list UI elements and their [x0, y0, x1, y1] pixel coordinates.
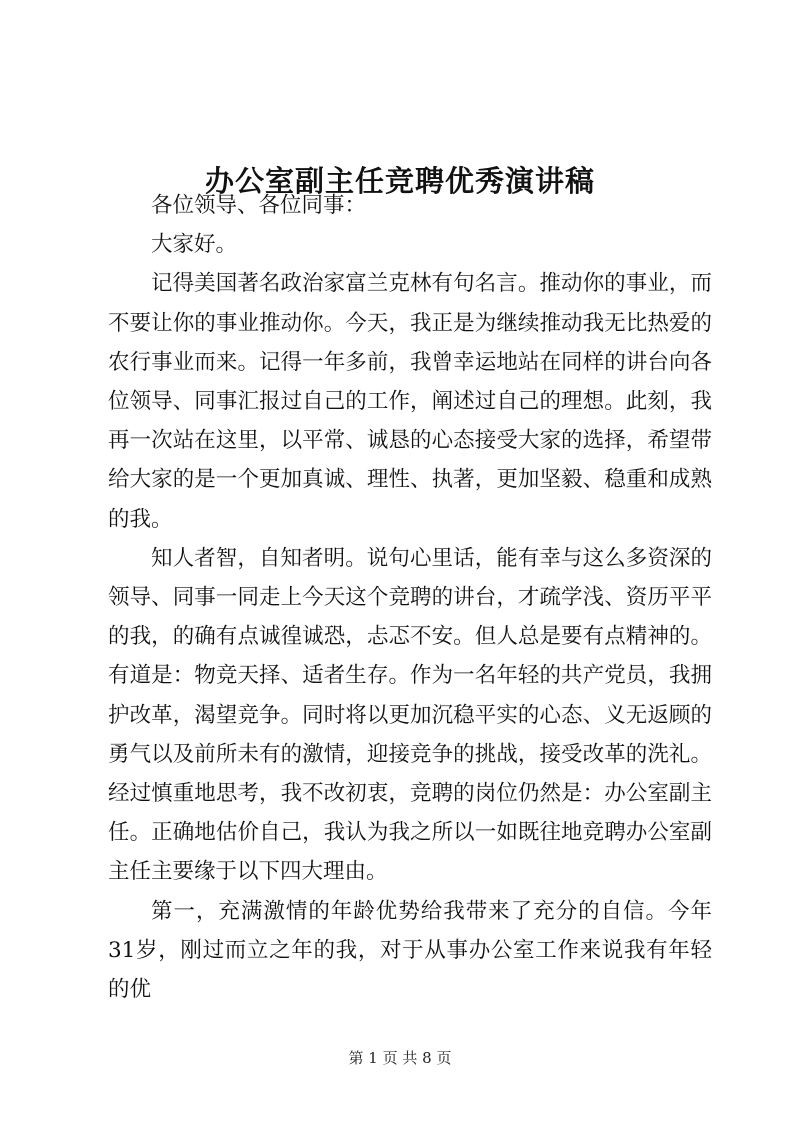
body-paragraph-3: 第一，充满激情的年龄优势给我带来了充分的自信。今年31岁，刚过而立之年的我，对于从事办公室工作来说我有年轻的优: [108, 898, 712, 1003]
salutation-paragraph: 各位领导、各位同事：: [151, 193, 367, 218]
body-paragraph-2: 知人者智，自知者明。说句心里话，能有幸与这么多资深的领导、同事一同走上今天这个竞聘的讲台，才疏学浅、资历平平的我，的确有点诚徨诚恐，忐忑不安。但人总是要有点精神的。有道是：物竞天择、适者生存。作为一名年轻的共产党员，我拥护改革，渴望竞争。同时将以更加沉稳平实的心态、义无返顾的勇气以及前所未有的激情，迎接竞争的挑战，接受改革的洗礼。经过慎重地思考，我不改初衷，竞聘的岗位仍然是：办公室副主任。正确地估价自己，我认为我之所以一如既往地竞聘办公室副主任主要缘于以下四大理由。: [108, 545, 712, 885]
document-body: [108, 186, 712, 1009]
body-paragraph-1: 记得美国著名政治家富兰克林有句名言。推动你的事业，而不要让你的事业推动你。今天，我正是为继续推动我无比热爱的农行事业而来。记得一年多前，我曾幸运地站在同样的讲台向各位领导、同事汇报过自己的工作，阐述过自己的理想。此刻，我再一次站在这里，以平常、诚恳的心态接受大家的选择，希望带给大家的是一个更加真诚、理性、执著，更加坚毅、稳重和成熟的我。: [108, 271, 712, 532]
document-title: 办公室副主任竞聘优秀演讲稿: [204, 164, 595, 199]
greeting-paragraph: 大家好。: [151, 232, 238, 258]
page-number-footer: 第 1 页 共 8 页: [348, 1049, 452, 1067]
